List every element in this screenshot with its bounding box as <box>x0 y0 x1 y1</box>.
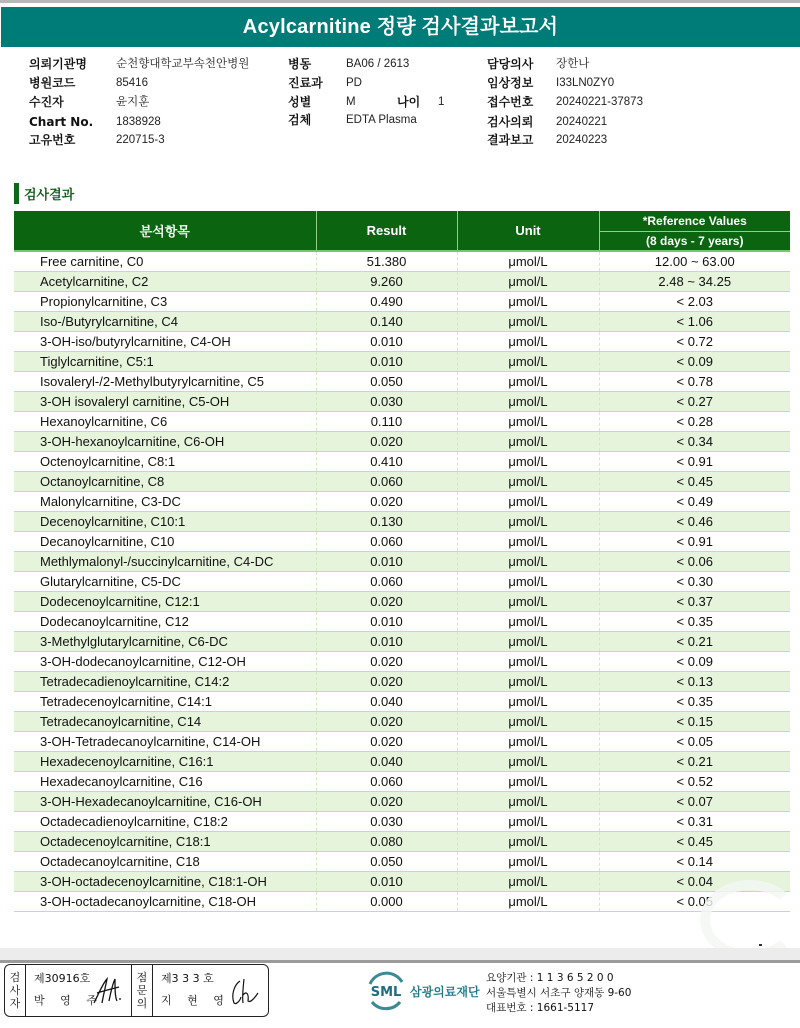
result-value: 0.000 <box>316 891 457 911</box>
analyte-name: Tetradecanoylcarnitine, C14 <box>14 711 316 731</box>
info-label: 병동 <box>288 57 312 71</box>
analyte-name: Dodecanoylcarnitine, C12 <box>14 611 316 631</box>
foundation-name: 삼광의료재단 <box>410 985 480 999</box>
info-label: 담당의사 <box>487 57 534 71</box>
reference-value: < 0.45 <box>599 831 790 851</box>
unit-value: μmol/L <box>457 591 599 611</box>
info-label: 수진자 <box>29 95 64 109</box>
table-row <box>14 451 790 471</box>
analyte-name: Acetylcarnitine, C2 <box>14 271 316 291</box>
result-value: 0.050 <box>316 371 457 391</box>
reference-value: < 0.09 <box>599 651 790 671</box>
header-item: 분석항목 <box>14 211 316 251</box>
result-value: 0.410 <box>316 451 457 471</box>
reference-value: < 0.35 <box>599 691 790 711</box>
info-label: 결과보고 <box>487 133 534 147</box>
table-row <box>14 251 790 271</box>
top-rule <box>0 0 800 3</box>
table-row <box>14 611 790 631</box>
results-body <box>14 251 790 911</box>
info-row <box>0 93 800 112</box>
analyte-name: 3-Methylglutarylcarnitine, C6-DC <box>14 631 316 651</box>
table-row <box>14 511 790 531</box>
analyte-name: Dodecenoylcarnitine, C12:1 <box>14 591 316 611</box>
table-row <box>14 831 790 851</box>
table-row <box>14 431 790 451</box>
table-row <box>14 371 790 391</box>
logo-text: SML <box>370 985 402 1000</box>
unit-value: μmol/L <box>457 651 599 671</box>
reference-value: < 0.27 <box>599 391 790 411</box>
table-row <box>14 811 790 831</box>
info-row <box>0 131 800 150</box>
result-value: 0.030 <box>316 391 457 411</box>
result-value: 0.010 <box>316 351 457 371</box>
unit-value: μmol/L <box>457 551 599 571</box>
info-label: 검사의뢰 <box>487 115 534 129</box>
info-label: 의뢰기관명 <box>29 57 87 71</box>
footer-band <box>0 948 800 960</box>
unit-value: μmol/L <box>457 391 599 411</box>
result-value: 0.020 <box>316 711 457 731</box>
result-value: 0.020 <box>316 791 457 811</box>
unit-value: μmol/L <box>457 751 599 771</box>
analyte-name: Octanoylcarnitine, C8 <box>14 471 316 491</box>
table-row <box>14 631 790 651</box>
reference-value: < 0.14 <box>599 851 790 871</box>
analyte-name: Hexadecanoylcarnitine, C16 <box>14 771 316 791</box>
unit-value: μmol/L <box>457 671 599 691</box>
org-line: 요양기관 : 1 1 3 6 5 2 0 0 <box>486 972 614 984</box>
examiner-label <box>5 965 26 1016</box>
info-value: 순천향대학교부속천안병원 <box>116 58 250 70</box>
info-row <box>0 74 800 93</box>
footer-rule <box>0 960 800 963</box>
reference-value: < 0.91 <box>599 531 790 551</box>
reference-value: < 0.91 <box>599 451 790 471</box>
info-value: PD <box>346 77 362 89</box>
info-label: Chart No. <box>29 115 94 129</box>
analyte-name: Malonylcarnitine, C3-DC <box>14 491 316 511</box>
info-value: 윤지훈 <box>116 96 150 108</box>
table-row <box>14 871 790 891</box>
unit-value: μmol/L <box>457 271 599 291</box>
info-value: 20240223 <box>556 134 608 146</box>
reference-value: < 0.46 <box>599 511 790 531</box>
reference-value: < 0.13 <box>599 671 790 691</box>
reviewer-cell <box>153 965 268 1016</box>
reviewer-signature <box>228 975 262 1007</box>
result-value: 0.060 <box>316 771 457 791</box>
result-value: 0.020 <box>316 591 457 611</box>
table-row <box>14 411 790 431</box>
table-row <box>14 651 790 671</box>
page-mark <box>759 944 762 946</box>
table-row <box>14 291 790 311</box>
analyte-name: Hexanoylcarnitine, C6 <box>14 411 316 431</box>
analyte-name: Isovaleryl-/2-Methylbutyrylcarnitine, C5 <box>14 371 316 391</box>
result-value: 0.050 <box>316 851 457 871</box>
table-row <box>14 851 790 871</box>
table-row <box>14 571 790 591</box>
analyte-name: Octadecadienoylcarnitine, C18:2 <box>14 811 316 831</box>
label-char: 의 <box>136 997 148 1010</box>
analyte-name: Methlymalonyl-/succinylcarnitine, C4-DC <box>14 551 316 571</box>
result-value: 0.040 <box>316 751 457 771</box>
info-label: 접수번호 <box>487 95 534 109</box>
reference-value: < 0.28 <box>599 411 790 431</box>
table-row <box>14 551 790 571</box>
info-value: 220715-3 <box>116 134 165 146</box>
unit-value: μmol/L <box>457 791 599 811</box>
unit-value: μmol/L <box>457 571 599 591</box>
analyte-name: Tetradecenoylcarnitine, C14:1 <box>14 691 316 711</box>
reference-value: < 0.07 <box>599 791 790 811</box>
reference-value: < 2.03 <box>599 291 790 311</box>
header-reference-range: (8 days - 7 years) <box>599 231 790 251</box>
reference-value: < 0.35 <box>599 611 790 631</box>
info-row <box>0 55 800 74</box>
reference-value: < 0.09 <box>599 351 790 371</box>
analyte-name: Free carnitine, C0 <box>14 251 316 271</box>
table-row <box>14 711 790 731</box>
examiner-name: 박 영 주 <box>34 994 103 1007</box>
result-value: 0.030 <box>316 811 457 831</box>
label-char: 점 <box>136 971 148 984</box>
unit-value: μmol/L <box>457 611 599 631</box>
reference-value: < 0.78 <box>599 371 790 391</box>
signature-box <box>4 964 269 1017</box>
label-char: 사 <box>9 984 21 997</box>
examiner-cell <box>26 965 132 1016</box>
table-row <box>14 271 790 291</box>
result-value: 0.020 <box>316 651 457 671</box>
unit-value: μmol/L <box>457 811 599 831</box>
section-title: 검사결과 <box>24 187 75 203</box>
result-value: 51.380 <box>316 251 457 271</box>
analyte-name: 3-OH-Tetradecanoylcarnitine, C14-OH <box>14 731 316 751</box>
table-row <box>14 331 790 351</box>
unit-value: μmol/L <box>457 471 599 491</box>
unit-value: μmol/L <box>457 511 599 531</box>
unit-value: μmol/L <box>457 851 599 871</box>
result-value: 0.020 <box>316 731 457 751</box>
analyte-name: Octadecenoylcarnitine, C18:1 <box>14 831 316 851</box>
unit-value: μmol/L <box>457 731 599 751</box>
table-row <box>14 771 790 791</box>
result-value: 0.060 <box>316 571 457 591</box>
reference-value: < 0.31 <box>599 811 790 831</box>
unit-value: μmol/L <box>457 331 599 351</box>
result-value: 0.010 <box>316 331 457 351</box>
label-char: 문 <box>136 984 148 997</box>
unit-value: μmol/L <box>457 631 599 651</box>
table-row <box>14 351 790 371</box>
table-row <box>14 591 790 611</box>
unit-value: μmol/L <box>457 351 599 371</box>
age-label: 나이 <box>397 95 421 109</box>
info-value: 20240221-37873 <box>556 96 643 108</box>
reference-value: 12.00 ~ 63.00 <box>599 251 790 271</box>
report-title: Acylcarnitine 정량 검사결과보고서 <box>1 7 800 47</box>
info-label: 성별 <box>288 95 312 109</box>
table-row <box>14 471 790 491</box>
info-label: 고유번호 <box>29 133 76 147</box>
analyte-name: Decanoylcarnitine, C10 <box>14 531 316 551</box>
header-unit: Unit <box>457 211 599 251</box>
result-value: 0.490 <box>316 291 457 311</box>
result-value: 0.010 <box>316 611 457 631</box>
analyte-name: Decenoylcarnitine, C10:1 <box>14 511 316 531</box>
info-value: M <box>346 96 356 108</box>
analyte-name: Octenoylcarnitine, C8:1 <box>14 451 316 471</box>
result-value: 0.020 <box>316 671 457 691</box>
analyte-name: 3-OH-Hexadecanoylcarnitine, C16-OH <box>14 791 316 811</box>
reviewer-label <box>132 965 153 1016</box>
table-row <box>14 691 790 711</box>
analyte-name: Glutarylcarnitine, C5-DC <box>14 571 316 591</box>
reference-value: < 1.06 <box>599 311 790 331</box>
section-marker <box>14 183 19 204</box>
table-row <box>14 891 790 911</box>
analyte-name: 3-OH-iso/butyrylcarnitine, C4-OH <box>14 331 316 351</box>
analyte-name: 3-OH isovaleryl carnitine, C5-OH <box>14 391 316 411</box>
reviewer-number: 제3 3 3 호 <box>161 972 214 985</box>
result-value: 0.140 <box>316 311 457 331</box>
result-value: 0.060 <box>316 531 457 551</box>
result-value: 0.010 <box>316 551 457 571</box>
table-row <box>14 311 790 331</box>
reference-value: < 0.06 <box>599 551 790 571</box>
analyte-name: Iso-/Butyrylcarnitine, C4 <box>14 311 316 331</box>
info-value: 1838928 <box>116 116 161 128</box>
info-label: 진료과 <box>288 76 323 90</box>
result-value: 9.260 <box>316 271 457 291</box>
unit-value: μmol/L <box>457 531 599 551</box>
label-char: 자 <box>9 997 21 1010</box>
result-value: 0.110 <box>316 411 457 431</box>
reference-value: 2.48 ~ 34.25 <box>599 271 790 291</box>
unit-value: μmol/L <box>457 311 599 331</box>
reference-value: < 0.04 <box>599 871 790 891</box>
unit-value: μmol/L <box>457 431 599 451</box>
analyte-name: Propionylcarnitine, C3 <box>14 291 316 311</box>
reference-value: < 0.30 <box>599 571 790 591</box>
reference-value: < 0.34 <box>599 431 790 451</box>
org-line: 대표번호 : 1661-5117 <box>486 1002 595 1014</box>
unit-value: μmol/L <box>457 711 599 731</box>
analyte-name: 3-OH-octadecanoylcarnitine, C18-OH <box>14 891 316 911</box>
result-value: 0.020 <box>316 431 457 451</box>
results-table <box>14 211 790 912</box>
unit-value: μmol/L <box>457 771 599 791</box>
unit-value: μmol/L <box>457 291 599 311</box>
reviewer-name: 지 현 영 <box>161 994 230 1007</box>
result-value: 0.020 <box>316 491 457 511</box>
age-value: 1 <box>438 96 445 108</box>
table-row <box>14 531 790 551</box>
unit-value: μmol/L <box>457 251 599 271</box>
reference-value: < 0.21 <box>599 631 790 651</box>
analyte-name: Hexadecenoylcarnitine, C16:1 <box>14 751 316 771</box>
table-row <box>14 731 790 751</box>
analyte-name: 3-OH-hexanoylcarnitine, C6-OH <box>14 431 316 451</box>
reference-value: < 0.05 <box>599 731 790 751</box>
result-value: 0.060 <box>316 471 457 491</box>
info-label: 병원코드 <box>29 76 76 90</box>
reference-value: < 0.21 <box>599 751 790 771</box>
examiner-signature <box>91 975 125 1007</box>
header-reference: *Reference Values <box>599 211 790 231</box>
reference-value: < 0.52 <box>599 771 790 791</box>
reference-value: < 0.05 <box>599 891 790 911</box>
table-row <box>14 791 790 811</box>
reference-value: < 0.15 <box>599 711 790 731</box>
table-row <box>14 391 790 411</box>
examiner-number: 제30916호 <box>34 972 91 985</box>
org-line: 서울특별시 서초구 양재동 9-60 <box>486 987 632 999</box>
unit-value: μmol/L <box>457 371 599 391</box>
result-value: 0.130 <box>316 511 457 531</box>
unit-value: μmol/L <box>457 411 599 431</box>
unit-value: μmol/L <box>457 871 599 891</box>
analyte-name: Tiglylcarnitine, C5:1 <box>14 351 316 371</box>
unit-value: μmol/L <box>457 691 599 711</box>
label-char: 검 <box>9 971 21 984</box>
info-label: 임상정보 <box>487 76 534 90</box>
patient-info <box>0 55 800 150</box>
info-value: BA06 / 2613 <box>346 58 410 70</box>
analyte-name: Octadecanoylcarnitine, C18 <box>14 851 316 871</box>
sml-logo <box>364 968 408 1012</box>
unit-value: μmol/L <box>457 491 599 511</box>
info-value: I33LN0ZY0 <box>556 77 615 89</box>
reference-value: < 0.45 <box>599 471 790 491</box>
header-result: Result <box>316 211 457 251</box>
analyte-name: 3-OH-octadecenoylcarnitine, C18:1-OH <box>14 871 316 891</box>
info-value: 85416 <box>116 77 148 89</box>
reference-value: < 0.37 <box>599 591 790 611</box>
section-heading <box>14 182 74 204</box>
info-label: 검체 <box>288 113 312 127</box>
reference-value: < 0.72 <box>599 331 790 351</box>
table-row <box>14 751 790 771</box>
table-row <box>14 491 790 511</box>
unit-value: μmol/L <box>457 831 599 851</box>
result-value: 0.010 <box>316 871 457 891</box>
table-row <box>14 671 790 691</box>
info-row <box>0 113 800 132</box>
analyte-name: 3-OH-dodecanoylcarnitine, C12-OH <box>14 651 316 671</box>
analyte-name: Tetradecadienoylcarnitine, C14:2 <box>14 671 316 691</box>
org-info <box>486 971 631 1016</box>
unit-value: μmol/L <box>457 451 599 471</box>
unit-value: μmol/L <box>457 891 599 911</box>
info-value: EDTA Plasma <box>346 114 417 126</box>
result-value: 0.080 <box>316 831 457 851</box>
result-value: 0.010 <box>316 631 457 651</box>
info-value: 장한나 <box>556 58 590 70</box>
reference-value: < 0.49 <box>599 491 790 511</box>
result-value: 0.040 <box>316 691 457 711</box>
info-value: 20240221 <box>556 116 608 128</box>
